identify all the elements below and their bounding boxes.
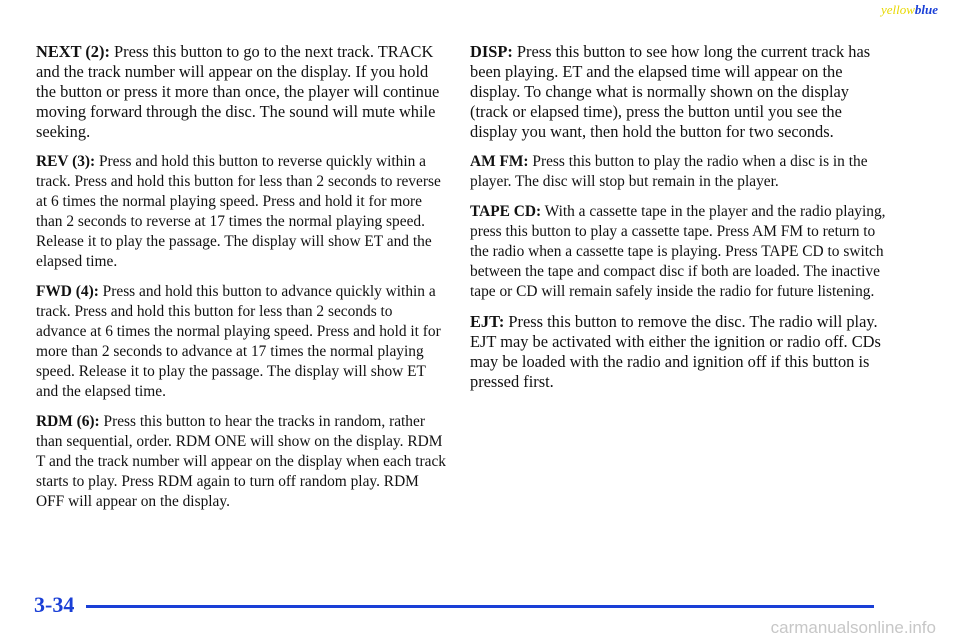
- entry-text: Press and hold this button to advance quickly within a track. Press and hold this button for less than 2 seconds to advance at 6 times the normal playing speed. Press and hold it for more than 2 seconds to advance at 17 times the normal playing speed. Release it to play the passage. The display will show ET and the elapsed time.: [36, 283, 441, 400]
- entry-rev: [36, 152, 446, 272]
- entry-text: With a cassette tape in the player and the radio playing, press this button to play a cassette tape. Press AM FM to return to the radio when a cassette tape is playing. Press TAPE CD to switch between the tape and compact disc if both are loaded. The inactive tape or CD will remain safely inside the radio for future listening.: [470, 203, 886, 300]
- entry-next: [36, 42, 446, 142]
- edition-marker: [881, 2, 938, 18]
- entry-rdm: [36, 412, 446, 512]
- entry-am-fm: [470, 152, 890, 192]
- entry-term: FWD (4):: [36, 283, 99, 300]
- entry-term: DISP:: [470, 42, 513, 61]
- entry-ejt: [470, 312, 890, 392]
- footer-rule: [86, 605, 874, 608]
- entry-text: Press this button to go to the next track. TRACK and the track number will appear on the display. If you hold the button or press it more than once, the player will continue moving forward through the disc. The sound will mute while seeking.: [36, 42, 440, 141]
- entry-text: Press this button to hear the tracks in random, rather than sequential, order. RDM ONE will show on the display. RDM T and the track number will appear on the display when each track starts to play. Press RDM again to turn off random play. RDM OFF will appear on the display.: [36, 413, 446, 510]
- left-column: [36, 42, 446, 522]
- entry-term: RDM (6):: [36, 413, 100, 430]
- entry-tape-cd: [470, 202, 890, 302]
- entry-term: REV (3):: [36, 153, 96, 170]
- entry-term: TAPE CD:: [470, 203, 542, 220]
- edition-blue: blue: [914, 2, 938, 17]
- page-number: 3-34: [34, 592, 75, 617]
- entry-term: EJT:: [470, 312, 505, 331]
- entry-text: Press this button to see how long the current track has been playing. ET and the elapsed time will appear on the display. To change what is normally shown on the display (track or elapsed time), press the button until you see the display you want, then hold the button for two seconds.: [470, 42, 871, 141]
- entry-term: NEXT (2):: [36, 42, 110, 61]
- entry-text: Press this button to play the radio when a disc is in the player. The disc will stop but remain in the player.: [470, 153, 868, 190]
- entry-fwd: [36, 282, 446, 402]
- entry-term: AM FM:: [470, 153, 529, 170]
- watermark: carmanualsonline.info: [770, 618, 936, 637]
- edition-yellow: yellow: [880, 2, 915, 17]
- entry-text: Press and hold this button to reverse quickly within a track. Press and hold this button for less than 2 seconds to reverse at 6 times the normal playing speed. Press and hold it for more than 2 seconds to reverse at 17 times the normal playing speed. Release it to play the passage. The display will show ET and the elapsed time.: [36, 153, 441, 270]
- right-column: [470, 42, 890, 402]
- entry-text: Press this button to remove the disc. The radio will play. EJT may be activated with either the ignition or radio off. CDs may be loaded with the radio and ignition off if this button is pressed first.: [470, 312, 881, 391]
- entry-disp: [470, 42, 890, 142]
